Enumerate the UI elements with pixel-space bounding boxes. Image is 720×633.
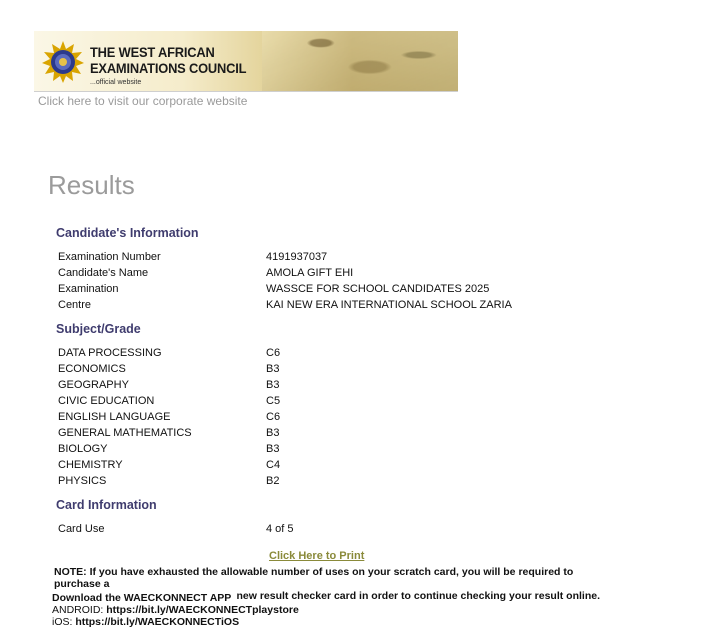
ios-label: iOS: [52,616,76,628]
table-row [58,299,618,315]
subject-grade: C5 [266,395,281,407]
card-info-heading: Card Information [56,498,157,512]
download-app-heading [52,592,231,604]
note-line1: NOTE: If you have exhausted the allowable number of uses on your scratch card, you will be required to purchase a [54,566,574,590]
android-label: ANDROID: [52,604,107,616]
banner-divider [34,91,458,92]
subject-grade: B3 [266,427,280,439]
table-row [58,251,618,267]
table-row [58,443,618,459]
row-value: AMOLA GIFT EHI [266,267,354,279]
android-download [52,604,299,616]
subject-grade: B3 [266,379,280,391]
table-row [58,427,618,443]
card-use-value: 4 of 5 [266,523,294,535]
ios-link[interactable]: https://bit.ly/WAECKONNECTiOS [75,616,240,628]
subject-grade: C6 [266,347,281,359]
table-row [58,283,618,299]
subject-name: GEOGRAPHY [58,379,129,391]
subject-name: BIOLOGY [58,443,108,455]
row-value: KAI NEW ERA INTERNATIONAL SCHOOL ZARIA [266,299,512,311]
row-label: Candidate's Name [58,267,149,279]
waec-banner[interactable] [34,31,458,91]
subject-name: DATA PROCESSING [58,347,162,359]
table-row [58,395,618,411]
row-value: WASSCE FOR SCHOOL CANDIDATES 2025 [266,283,490,295]
subject-name: ENGLISH LANGUAGE [58,411,171,423]
corporate-website-link[interactable]: Click here to visit our corporate website [38,94,248,108]
note-line2: new result checker card in order to continue checking your result online. [236,590,600,602]
android-link[interactable]: https://bit.ly/WAECKONNECTplaystore [106,604,299,616]
page-title: Results [48,170,135,200]
row-label: Card Use [58,523,105,535]
brand-line2: EXAMINATIONS COUNCIL [90,60,247,76]
subject-grade: B3 [266,443,280,455]
table-row [58,459,618,475]
subject-name: ECONOMICS [58,363,126,375]
table-row [58,363,618,379]
subject-name: PHYSICS [58,475,107,487]
table-row [58,347,618,363]
subject-grade: C4 [266,459,281,471]
waec-seal-icon [42,41,84,83]
students-photo [262,31,458,91]
table-row [58,379,618,395]
row-label: Examination Number [58,251,161,263]
subject-grade: B3 [266,363,280,375]
ios-download [52,616,239,628]
print-link[interactable]: Click Here to Print [269,550,365,562]
subject-name: CIVIC EDUCATION [58,395,155,407]
table-row [58,475,618,491]
row-value: 4191937037 [266,251,328,263]
subject-name: CHEMISTRY [58,459,123,471]
row-label: Centre [58,299,92,311]
brand-name [90,44,246,76]
tagline: ...official website [90,79,142,86]
table-row [58,523,618,539]
candidate-info-heading: Candidate's Information [56,226,199,240]
download-heading-text: Download the WAECKONNECT APP [52,592,232,604]
subject-name: GENERAL MATHEMATICS [58,427,192,439]
brand-line1: THE WEST AFRICAN [90,44,215,60]
subject-grade-heading: Subject/Grade [56,322,141,336]
table-row [58,411,618,427]
subject-grade: B2 [266,475,280,487]
subject-grade: C6 [266,411,281,423]
table-row [58,267,618,283]
row-label: Examination [58,283,119,295]
